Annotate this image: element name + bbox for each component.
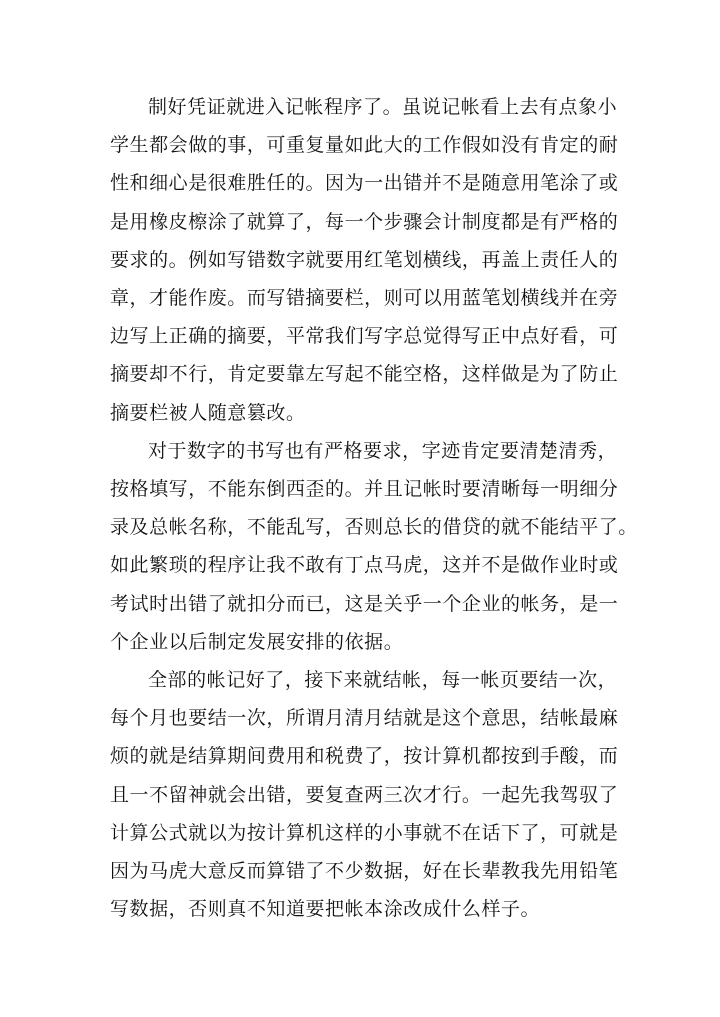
text-line: 且一不留神就会出错，要复查两三次才行。一起先我驾驭了	[110, 783, 619, 806]
text-line: 摘要栏被人随意篡改。	[110, 401, 306, 424]
text-line: 烦的就是结算期间费用和税费了，按计算机都按到手酸，而	[110, 745, 619, 768]
document-body	[110, 88, 638, 928]
paragraph-2	[110, 432, 638, 661]
text-line: 学生都会做的事，可重复量如此大的工作假如没有肯定的耐	[110, 134, 619, 157]
text-line: 如此繁琐的程序让我不敢有丁点马虎，这并不是做作业时或	[110, 554, 619, 577]
text-line: 录及总帐名称，不能乱写，否则总长的借贷的就不能结平了。	[110, 516, 638, 539]
text-line: 考试时出错了就扣分而已，这是关乎一个企业的帐务，是一	[110, 592, 619, 615]
text-line: 因为马虎大意反而算错了不少数据，好在长辈教我先用铅笔	[110, 860, 619, 883]
text-line: 全部的帐记好了，接下来就结帐，每一帐页要结一次，	[148, 669, 618, 692]
text-line: 是用橡皮檫涂了就算了，每一个步骤会计制度都是有严格的	[110, 210, 619, 233]
text-line: 制好凭证就进入记帐程序了。虽说记帐看上去有点象小	[148, 96, 618, 118]
text-line: 按格填写，不能东倒西歪的。并且记帐时要清晰每一明细分	[110, 478, 619, 501]
text-line: 要求的。例如写错数字就要用红笔划横线，再盖上责任人的	[110, 248, 619, 271]
text-line: 摘要却不行，肯定要靠左写起不能空格，这样做是为了防止	[110, 363, 619, 386]
text-line: 每个月也要结一次，所谓月清月结就是这个意思，结帐最麻	[110, 707, 619, 730]
text-line: 个企业以后制定发展安排的依据。	[110, 630, 404, 653]
text-line: 性和细心是很难胜任的。因为一出错并不是随意用笔涂了或	[110, 172, 619, 195]
paragraph-1	[110, 88, 619, 432]
text-line: 章，才能作废。而写错摘要栏，则可以用蓝笔划横线并在旁	[110, 287, 619, 310]
text-line: 写数据，否则真不知道要把帐本涂改成什么样子。	[110, 898, 541, 921]
text-line: 边写上正确的摘要，平常我们写字总觉得写正中点好看，可	[110, 325, 619, 348]
paragraph-3	[110, 661, 619, 928]
text-line: 对于数字的书写也有严格要求，字迹肯定要清楚清秀，	[148, 439, 618, 462]
text-line: 计算公式就以为按计算机这样的小事就不在话下了，可就是	[110, 821, 619, 844]
